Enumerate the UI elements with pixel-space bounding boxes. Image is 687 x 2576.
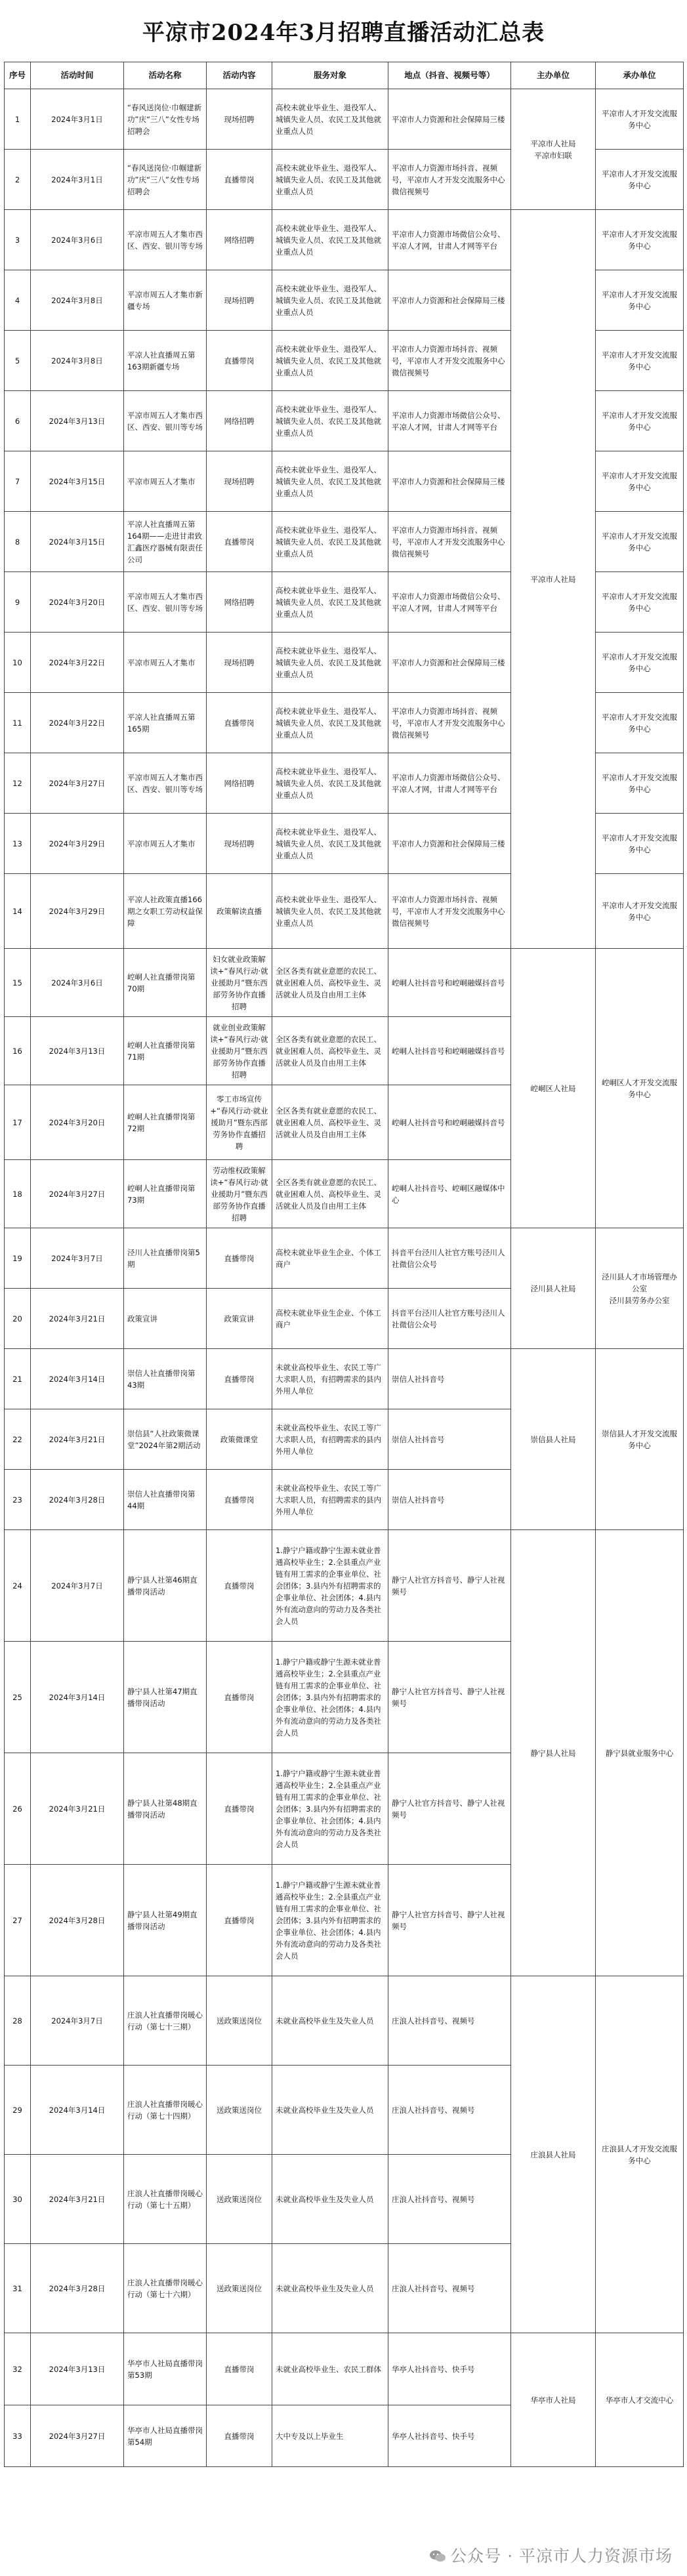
cell-target: 全区各类有就业意愿的农民工、就业困难人员、高校毕业生、灵活就业人员及自由用工主体 [272, 1085, 388, 1160]
cell-date: 2024年3月14日 [31, 2066, 124, 2155]
cell-target: 高校未就业毕业生企业、个体工商户 [272, 1289, 388, 1349]
cell-host: 庄浪县人社局 [511, 1976, 596, 2333]
table-row [5, 1976, 684, 2066]
cell-name: 庄浪人社直播带岗暖心行动（第七十三期） [124, 1976, 207, 2066]
cell-no: 11 [5, 693, 31, 753]
cell-date: 2024年3月15日 [31, 512, 124, 572]
cell-place: 崇信人社抖音号 [388, 1470, 511, 1530]
cell-place: 崇信人社抖音号 [388, 1409, 511, 1470]
cell-host: 平凉市人社局 平凉市妇联 [511, 89, 596, 210]
cell-target: 高校未就业毕业生、退役军人、城镇失业人员、农民工及其他就业重点人员 [272, 89, 388, 150]
cell-no: 28 [5, 1976, 31, 2066]
cell-content: 直播带岗 [207, 1530, 272, 1642]
cell-place: 抖音平台泾川人社官方账号泾川人社微信公众号 [388, 1228, 511, 1289]
cell-name: 静宁县人社第48期直播带岗活动 [124, 1753, 207, 1865]
cell-org: 平凉市人才开发交流服务中心 [596, 512, 684, 572]
cell-date: 2024年3月13日 [31, 391, 124, 451]
cell-date: 2024年3月28日 [31, 2244, 124, 2333]
cell-target: 高校未就业毕业生、退役军人、城镇失业人员、农民工及其他就业重点人员 [272, 512, 388, 572]
cell-no: 1 [5, 89, 31, 150]
cell-no: 6 [5, 391, 31, 451]
cell-date: 2024年3月1日 [31, 89, 124, 150]
cell-no: 12 [5, 753, 31, 814]
cell-date: 2024年3月7日 [31, 1976, 124, 2066]
cell-date: 2024年3月29日 [31, 814, 124, 874]
cell-name: 平凉人社政策直播166期之女职工劳动权益保障 [124, 874, 207, 949]
cell-place: 平凉市人力资源市场抖音、视频号，平凉市人才开发交流服务中心微信视频号 [388, 150, 511, 210]
cell-content: 现场招聘 [207, 89, 272, 150]
cell-org: 平凉市人才开发交流服务中心 [596, 89, 684, 150]
cell-content: 直播带岗 [207, 693, 272, 753]
cell-place: 庄浪人社抖音号、视频号 [388, 2066, 511, 2155]
cell-content: 送政策送岗位 [207, 1976, 272, 2066]
cell-content: 政策宣讲 [207, 1289, 272, 1349]
cell-place: 平凉市人力资源市场微信公众号、平凉人才网，甘肃人才网等平台 [388, 753, 511, 814]
cell-org: 平凉市人才开发交流服务中心 [596, 331, 684, 391]
cell-target: 全区各类有就业意愿的农民工、就业困难人员、高校毕业生、灵活就业人员及自由用工主体 [272, 1017, 388, 1085]
cell-name: 崇信人社直播带岗第44期 [124, 1470, 207, 1530]
cell-no: 7 [5, 451, 31, 512]
cell-host: 平凉市人社局 [511, 210, 596, 949]
cell-place: 平凉市人力资源市场抖音、视频号，平凉市人才开发交流服务中心微信视频号 [388, 874, 511, 949]
cell-org: 平凉市人才开发交流服务中心 [596, 753, 684, 814]
cell-date: 2024年3月20日 [31, 572, 124, 633]
cell-date: 2024年3月6日 [31, 949, 124, 1017]
cell-no: 5 [5, 331, 31, 391]
cell-no: 27 [5, 1865, 31, 1976]
cell-content: 政策微课堂 [207, 1409, 272, 1470]
watermark [429, 2543, 673, 2567]
cell-no: 22 [5, 1409, 31, 1470]
cell-target: 高校未就业毕业生、退役军人、城镇失业人员、农民工及其他就业重点人员 [272, 814, 388, 874]
cell-no: 9 [5, 572, 31, 633]
cell-target: 全区各类有就业意愿的农民工、就业困难人员、高校毕业生、灵活就业人员及自由用工主体 [272, 1160, 388, 1228]
cell-name: 庄浪人社直播带岗暖心行动（第七十四期） [124, 2066, 207, 2155]
table-row [5, 1530, 684, 1642]
cell-date: 2024年3月20日 [31, 1085, 124, 1160]
cell-name: 崇信人社直播带岗第43期 [124, 1349, 207, 1409]
cell-date: 2024年3月14日 [31, 1642, 124, 1753]
cell-date: 2024年3月28日 [31, 1470, 124, 1530]
table-row [5, 2333, 684, 2405]
table-header-row [5, 62, 684, 89]
cell-date: 2024年3月21日 [31, 1753, 124, 1865]
cell-target: 高校未就业毕业生、退役军人、城镇失业人员、农民工及其他就业重点人员 [272, 874, 388, 949]
cell-place: 庄浪人社抖音号、视频号 [388, 2155, 511, 2244]
cell-org: 平凉市人才开发交流服务中心 [596, 150, 684, 210]
cell-name: 平凉人社直播周五第163期新疆专场 [124, 331, 207, 391]
cell-content: 零工市场宣传+“春风行动·就业援助月”暨东西部劳务协作直播招聘 [207, 1085, 272, 1160]
cell-place: 庄浪人社抖音号、视频号 [388, 1976, 511, 2066]
cell-date: 2024年3月6日 [31, 210, 124, 270]
cell-no: 20 [5, 1289, 31, 1349]
cell-no: 16 [5, 1017, 31, 1085]
cell-org: 崇信县人才开发交流服务中心 [596, 1349, 684, 1530]
cell-no: 18 [5, 1160, 31, 1228]
cell-name: 静宁县人社第47期直播带岗活动 [124, 1642, 207, 1753]
cell-date: 2024年3月27日 [31, 1160, 124, 1228]
table-body [5, 89, 684, 2467]
cell-target: 未就业高校毕业生、农民工群体 [272, 2333, 388, 2405]
cell-host: 华亭市人社局 [511, 2333, 596, 2467]
cell-date: 2024年3月13日 [31, 1017, 124, 1085]
cell-content: 现场招聘 [207, 451, 272, 512]
cell-place: 静宁人社官方抖音号、静宁人社视频号 [388, 1642, 511, 1753]
cell-content: 直播带岗 [207, 331, 272, 391]
cell-name: 平凉市周五人才集市 [124, 451, 207, 512]
cell-name: 泾川人社直播带岗第5期 [124, 1228, 207, 1289]
cell-place: 静宁人社官方抖音号、静宁人社视频号 [388, 1753, 511, 1865]
cell-content: 送政策送岗位 [207, 2244, 272, 2333]
cell-date: 2024年3月29日 [31, 874, 124, 949]
cell-content: 网络招聘 [207, 210, 272, 270]
cell-no: 23 [5, 1470, 31, 1530]
cell-place: 平凉市人力资源和社会保障局三楼 [388, 270, 511, 331]
cell-place: 崇信人社抖音号 [388, 1349, 511, 1409]
cell-no: 32 [5, 2333, 31, 2405]
cell-place: 平凉市人力资源和社会保障局三楼 [388, 451, 511, 512]
cell-date: 2024年3月7日 [31, 1530, 124, 1642]
cell-org: 华亭市人才交流中心 [596, 2333, 684, 2467]
watermark-text: 公众号 · 平凉市人力资源市场 [450, 2546, 673, 2566]
cell-place: 平凉市人力资源和社会保障局三楼 [388, 89, 511, 150]
cell-name: 平凉市周五人才集市西区、西安、银川等专场 [124, 210, 207, 270]
cell-org: 庄浪县人才开发交流服务中心 [596, 1976, 684, 2333]
header-cell: 服务对象 [272, 62, 388, 89]
cell-name: 平凉人社直播周五第165期 [124, 693, 207, 753]
cell-org: 平凉市人才开发交流服务中心 [596, 814, 684, 874]
cell-date: 2024年3月22日 [31, 693, 124, 753]
cell-place: 庄浪人社抖音号、视频号 [388, 2244, 511, 2333]
cell-org: 平凉市人才开发交流服务中心 [596, 391, 684, 451]
cell-content: 劳动维权政策解读+“春风行动·就业援助月”暨东西部劳务协作直播招聘 [207, 1160, 272, 1228]
cell-place: 华亭人社抖音号、快手号 [388, 2333, 511, 2405]
cell-place: 崆峒人社抖音号、崆峒区融媒体中心 [388, 1160, 511, 1228]
cell-target: 高校未就业毕业生、退役军人、城镇失业人员、农民工及其他就业重点人员 [272, 331, 388, 391]
cell-name: 平凉市周五人才集市西区、西安、银川等专场 [124, 391, 207, 451]
cell-org: 静宁县就业服务中心 [596, 1530, 684, 1976]
cell-date: 2024年3月22日 [31, 633, 124, 693]
header-cell: 地点（抖音、视频号等） [388, 62, 511, 89]
cell-no: 14 [5, 874, 31, 949]
cell-place: 平凉市人力资源市场微信公众号、平凉人才网，甘肃人才网等平台 [388, 210, 511, 270]
cell-date: 2024年3月7日 [31, 1228, 124, 1289]
cell-no: 25 [5, 1642, 31, 1753]
cell-target: 1.静宁户籍或静宁生源未就业普通高校毕业生；2.全县重点产业链有用工需求的企事业单位、社会团体；3.县内外有招聘需求的企事业单位、社会团体；4.县内外有流动意向的劳动力及各类社会人员 [272, 1753, 388, 1865]
cell-date: 2024年3月27日 [31, 753, 124, 814]
cell-place: 平凉市人力资源市场抖音、视频号，平凉市人才开发交流服务中心微信视频号 [388, 512, 511, 572]
cell-no: 8 [5, 512, 31, 572]
cell-content: 网络招聘 [207, 391, 272, 451]
cell-content: 网络招聘 [207, 753, 272, 814]
cell-place: 华亭人社抖音号、快手号 [388, 2405, 511, 2467]
cell-no: 4 [5, 270, 31, 331]
cell-name: 华亭市人社局直播带岗第54期 [124, 2405, 207, 2467]
cell-date: 2024年3月14日 [31, 1349, 124, 1409]
cell-org: 平凉市人才开发交流服务中心 [596, 874, 684, 949]
page-title: 平凉市2024年3月招聘直播活动汇总表 [142, 20, 545, 46]
recruitment-table [4, 62, 684, 2467]
cell-target: 未就业高校毕业生、农民工等广大求职人员，有招聘需求的县内外用人单位 [272, 1470, 388, 1530]
cell-place: 抖音平台泾川人社官方账号泾川人社微信公众号 [388, 1289, 511, 1349]
cell-date: 2024年3月15日 [31, 451, 124, 512]
cell-date: 2024年3月13日 [31, 2333, 124, 2405]
cell-content: 直播带岗 [207, 2333, 272, 2405]
cell-name: “春风送岗位·巾帼建新功”庆“三八”女性专场招聘会 [124, 89, 207, 150]
cell-place: 平凉市人力资源和社会保障局三楼 [388, 814, 511, 874]
cell-content: 直播带岗 [207, 1865, 272, 1976]
cell-target: 高校未就业毕业生、退役军人、城镇失业人员、农民工及其他就业重点人员 [272, 150, 388, 210]
cell-name: 平凉人社直播周五第164期——走进甘肃致汇鑫医疗器械有限责任公司 [124, 512, 207, 572]
cell-target: 1.静宁户籍或静宁生源未就业普通高校毕业生；2.全县重点产业链有用工需求的企事业单位、社会团体；3.县内外有招聘需求的企事业单位、社会团体；4.县内外有流动意向的劳动力及各类社会人员 [272, 1865, 388, 1976]
cell-target: 高校未就业毕业生、退役军人、城镇失业人员、农民工及其他就业重点人员 [272, 693, 388, 753]
cell-host: 崇信县人社局 [511, 1349, 596, 1530]
cell-content: 就业创业政策解读+“春风行动·就业援助月”暨东西部劳务协作直播招聘 [207, 1017, 272, 1085]
cell-date: 2024年3月28日 [31, 1865, 124, 1976]
header-cell: 主办单位 [511, 62, 596, 89]
cell-content: 直播带岗 [207, 1470, 272, 1530]
table-row [5, 1228, 684, 1289]
cell-name: 平凉市周五人才集市西区、西安、银川等专场 [124, 572, 207, 633]
cell-no: 30 [5, 2155, 31, 2244]
cell-org: 平凉市人才开发交流服务中心 [596, 633, 684, 693]
cell-content: 现场招聘 [207, 633, 272, 693]
cell-place: 崆峒人社抖音号和崆峒融媒抖音号 [388, 1017, 511, 1085]
cell-place: 平凉市人力资源市场微信公众号、平凉人才网，甘肃人才网等平台 [388, 391, 511, 451]
cell-no: 2 [5, 150, 31, 210]
cell-org: 平凉市人才开发交流服务中心 [596, 572, 684, 633]
cell-no: 15 [5, 949, 31, 1017]
cell-name: 平凉市周五人才集市 [124, 633, 207, 693]
cell-name: 政策宣讲 [124, 1289, 207, 1349]
cell-content: 送政策送岗位 [207, 2066, 272, 2155]
cell-host: 泾川县人社局 [511, 1228, 596, 1349]
cell-place: 平凉市人力资源和社会保障局三楼 [388, 633, 511, 693]
cell-name: “春风送岗位·巾帼建新功”庆“三八”女性专场招聘会 [124, 150, 207, 210]
cell-target: 未就业高校毕业生、农民工等广大求职人员，有招聘需求的县内外用人单位 [272, 1409, 388, 1470]
cell-name: 平凉市周五人才集市西区、西安、银川等专场 [124, 753, 207, 814]
table-row [5, 949, 684, 1017]
cell-date: 2024年3月21日 [31, 2155, 124, 2244]
cell-no: 13 [5, 814, 31, 874]
table-row [5, 210, 684, 270]
header-cell: 序号 [5, 62, 31, 89]
cell-name: 平凉市周五人才集市 [124, 814, 207, 874]
cell-target: 高校未就业毕业生、退役军人、城镇失业人员、农民工及其他就业重点人员 [272, 391, 388, 451]
cell-content: 直播带岗 [207, 150, 272, 210]
cell-no: 33 [5, 2405, 31, 2467]
cell-target: 高校未就业毕业生、退役军人、城镇失业人员、农民工及其他就业重点人员 [272, 572, 388, 633]
cell-org: 平凉市人才开发交流服务中心 [596, 270, 684, 331]
header-cell: 活动名称 [124, 62, 207, 89]
cell-target: 未就业高校毕业生及失业人员 [272, 1976, 388, 2066]
cell-target: 高校未就业毕业生、退役军人、城镇失业人员、农民工及其他就业重点人员 [272, 633, 388, 693]
cell-target: 未就业高校毕业生及失业人员 [272, 2066, 388, 2155]
cell-org: 平凉市人才开发交流服务中心 [596, 451, 684, 512]
cell-no: 26 [5, 1753, 31, 1865]
cell-target: 高校未就业毕业生、退役军人、城镇失业人员、农民工及其他就业重点人员 [272, 210, 388, 270]
cell-org: 平凉市人才开发交流服务中心 [596, 210, 684, 270]
cell-content: 直播带岗 [207, 1228, 272, 1289]
cell-target: 全区各类有就业意愿的农民工、就业困难人员、高校毕业生、灵活就业人员及自由用工主体 [272, 949, 388, 1017]
wechat-icon [429, 2550, 446, 2563]
cell-place: 平凉市人力资源市场抖音、视频号，平凉市人才开发交流服务中心微信视频号 [388, 693, 511, 753]
cell-host: 崆峒区人社局 [511, 949, 596, 1228]
cell-content: 网络招聘 [207, 572, 272, 633]
table-row [5, 89, 684, 150]
cell-place: 静宁人社官方抖音号、静宁人社视频号 [388, 1530, 511, 1642]
cell-date: 2024年3月27日 [31, 2405, 124, 2467]
cell-date: 2024年3月8日 [31, 331, 124, 391]
cell-target: 大中专及以上毕业生 [272, 2405, 388, 2467]
cell-content: 现场招聘 [207, 270, 272, 331]
cell-date: 2024年3月21日 [31, 1409, 124, 1470]
header-cell: 活动时间 [31, 62, 124, 89]
cell-target: 高校未就业毕业生、退役军人、城镇失业人员、农民工及其他就业重点人员 [272, 753, 388, 814]
cell-host: 静宁县人社局 [511, 1530, 596, 1976]
cell-no: 24 [5, 1530, 31, 1642]
cell-place: 平凉市人力资源市场抖音、视频号，平凉市人才开发交流服务中心微信视频号 [388, 331, 511, 391]
cell-date: 2024年3月21日 [31, 1289, 124, 1349]
cell-content: 妇女就业政策解读+“春风行动·就业援助月”暨东西部劳务协作直播招聘 [207, 949, 272, 1017]
cell-no: 10 [5, 633, 31, 693]
cell-target: 高校未就业毕业生企业、个体工商户 [272, 1228, 388, 1289]
cell-target: 1.静宁户籍或静宁生源未就业普通高校毕业生；2.全县重点产业链有用工需求的企事业单位、社会团体；3.县内外有招聘需求的企事业单位、社会团体；4.县内外有流动意向的劳动力及各类社会人员 [272, 1642, 388, 1753]
cell-name: 华亭市人社局直播带岗第53期 [124, 2333, 207, 2405]
cell-name: 崆峒人社直播带岗第73期 [124, 1160, 207, 1228]
cell-date: 2024年3月8日 [31, 270, 124, 331]
table-row [5, 1349, 684, 1409]
cell-target: 高校未就业毕业生、退役军人、城镇失业人员、农民工及其他就业重点人员 [272, 270, 388, 331]
cell-name: 崆峒人社直播带岗第71期 [124, 1017, 207, 1085]
cell-content: 政策解读直播 [207, 874, 272, 949]
cell-name: 崆峒人社直播带岗第72期 [124, 1085, 207, 1160]
cell-place: 崆峒人社抖音号和崆峒融媒抖音号 [388, 1085, 511, 1160]
cell-no: 19 [5, 1228, 31, 1289]
cell-place: 崆峒人社抖音号和崆峒融媒抖音号 [388, 949, 511, 1017]
cell-target: 未就业高校毕业生及失业人员 [272, 2155, 388, 2244]
cell-no: 3 [5, 210, 31, 270]
cell-content: 送政策送岗位 [207, 2155, 272, 2244]
cell-name: 静宁县人社第49期直播带岗活动 [124, 1865, 207, 1976]
cell-target: 1.静宁户籍或静宁生源未就业普通高校毕业生；2.全县重点产业链有用工需求的企事业单位、社会团体；3.县内外有招聘需求的企事业单位、社会团体；4.县内外有流动意向的劳动力及各类社会人员 [272, 1530, 388, 1642]
cell-name: 崆峒人社直播带岗第70期 [124, 949, 207, 1017]
cell-name: 庄浪人社直播带岗暖心行动（第七十六期） [124, 2244, 207, 2333]
cell-name: 崇信县“人社政策微课堂”2024年第2期活动 [124, 1409, 207, 1470]
cell-content: 直播带岗 [207, 1349, 272, 1409]
cell-name: 庄浪人社直播带岗暖心行动（第七十五期） [124, 2155, 207, 2244]
cell-name: 静宁县人社第46期直播带岗活动 [124, 1530, 207, 1642]
cell-org: 崆峒区人才开发交流服务中心 [596, 949, 684, 1228]
cell-org: 泾川县人才市场管理办公室 泾川县劳务办公室 [596, 1228, 684, 1349]
header-cell: 承办单位 [596, 62, 684, 89]
cell-place: 静宁人社官方抖音号、静宁人社视频号 [388, 1865, 511, 1976]
cell-target: 未就业高校毕业生、农民工等广大求职人员，有招聘需求的县内外用人单位 [272, 1349, 388, 1409]
cell-no: 21 [5, 1349, 31, 1409]
cell-target: 高校未就业毕业生、退役军人、城镇失业人员、农民工及其他就业重点人员 [272, 451, 388, 512]
cell-no: 17 [5, 1085, 31, 1160]
cell-content: 直播带岗 [207, 1753, 272, 1865]
header-cell: 活动内容 [207, 62, 272, 89]
cell-content: 直播带岗 [207, 512, 272, 572]
cell-target: 未就业高校毕业生及失业人员 [272, 2244, 388, 2333]
cell-name: 平凉市周五人才集市新疆专场 [124, 270, 207, 331]
cell-content: 直播带岗 [207, 1642, 272, 1753]
cell-place: 平凉市人力资源市场微信公众号、平凉人才网，甘肃人才网等平台 [388, 572, 511, 633]
cell-content: 直播带岗 [207, 2405, 272, 2467]
cell-org: 平凉市人才开发交流服务中心 [596, 693, 684, 753]
cell-content: 现场招聘 [207, 814, 272, 874]
cell-no: 31 [5, 2244, 31, 2333]
cell-date: 2024年3月1日 [31, 150, 124, 210]
cell-no: 29 [5, 2066, 31, 2155]
